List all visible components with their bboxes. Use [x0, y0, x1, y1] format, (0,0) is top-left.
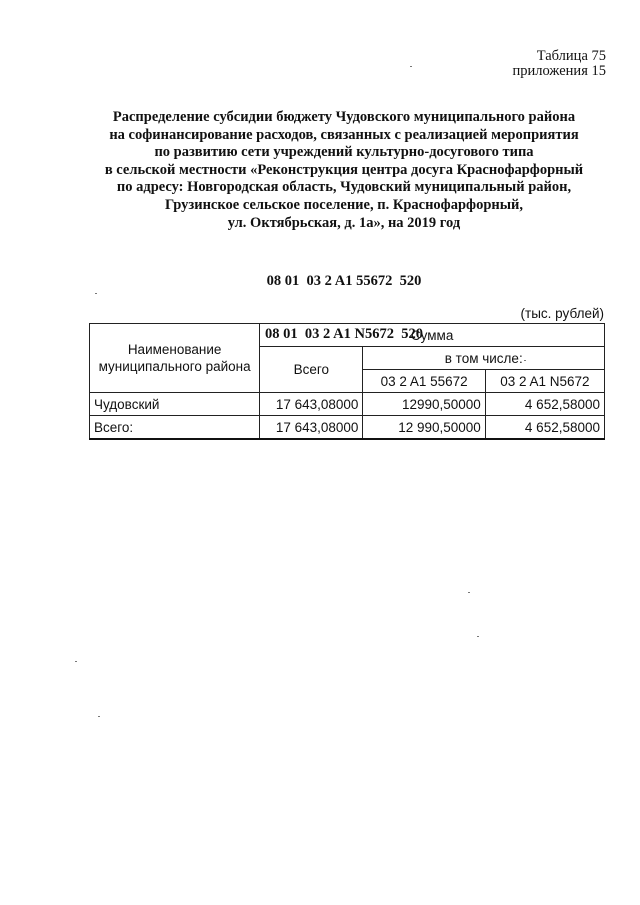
title-line: Грузинское сельское поселение, п. Краснофарфорный, [164, 196, 524, 213]
title-line: по адресу: Новгородская область, Чудовский муниципальный район, [116, 179, 572, 196]
grand-total-cell: 17 643,08000 [260, 416, 363, 440]
scan-speck [477, 636, 479, 637]
budget-code-line: 08 01 03 2 A1 55672 520 [266, 273, 422, 290]
grand-total-code-b-cell: 4 652,58000 [485, 416, 604, 440]
table-reference [513, 49, 606, 79]
header-district-name: Наименование муниципального района [90, 324, 260, 393]
header-row [90, 324, 605, 347]
district-name-cell: Чудовский [90, 393, 260, 416]
code-a-cell: 12990,50000 [363, 393, 485, 416]
total-cell: 17 643,08000 [260, 393, 363, 416]
budget-code-line: 08 01 03 2 A1 N5672 520 [265, 325, 423, 342]
total-row [90, 416, 605, 440]
grand-total-code-a-cell: 12 990,50000 [363, 416, 485, 440]
header-including: в том числе: [363, 347, 605, 370]
title-line: ул. Октябрьская, д. 1а», на 2019 год [227, 214, 461, 231]
title-line: Распределение субсидии бюджету Чудовского муниципального района [112, 109, 576, 125]
scan-speck [75, 661, 77, 662]
table-row [90, 393, 605, 416]
code-b-cell: 4 652,58000 [485, 393, 604, 416]
header-code-a: 03 2 A1 55672 [363, 370, 485, 393]
unit-note: (тыс. рублей) [520, 306, 604, 321]
appendix-number: приложения 15 [512, 63, 606, 79]
title-line: по развитию сети учреждений культурно-досугового типа [154, 144, 534, 161]
table-number: Таблица 75 [536, 48, 606, 64]
total-label-cell: Всего: [90, 416, 260, 440]
subsidy-table [89, 323, 605, 440]
header-code-b: 03 2 A1 N5672 [485, 370, 604, 393]
header-total: Всего [260, 347, 363, 393]
document-title [40, 109, 640, 232]
scan-speck [98, 716, 100, 717]
title-line: в сельской местности «Реконструкция центра досуга Краснофарфорный [104, 161, 584, 178]
title-line: на софинансирование расходов, связанных с реализацией мероприятия [109, 126, 579, 143]
scan-speck [524, 360, 526, 361]
scan-speck [95, 293, 97, 294]
header-sum: Сумма [260, 324, 605, 347]
scan-speck [410, 66, 412, 67]
scan-speck [468, 592, 470, 593]
